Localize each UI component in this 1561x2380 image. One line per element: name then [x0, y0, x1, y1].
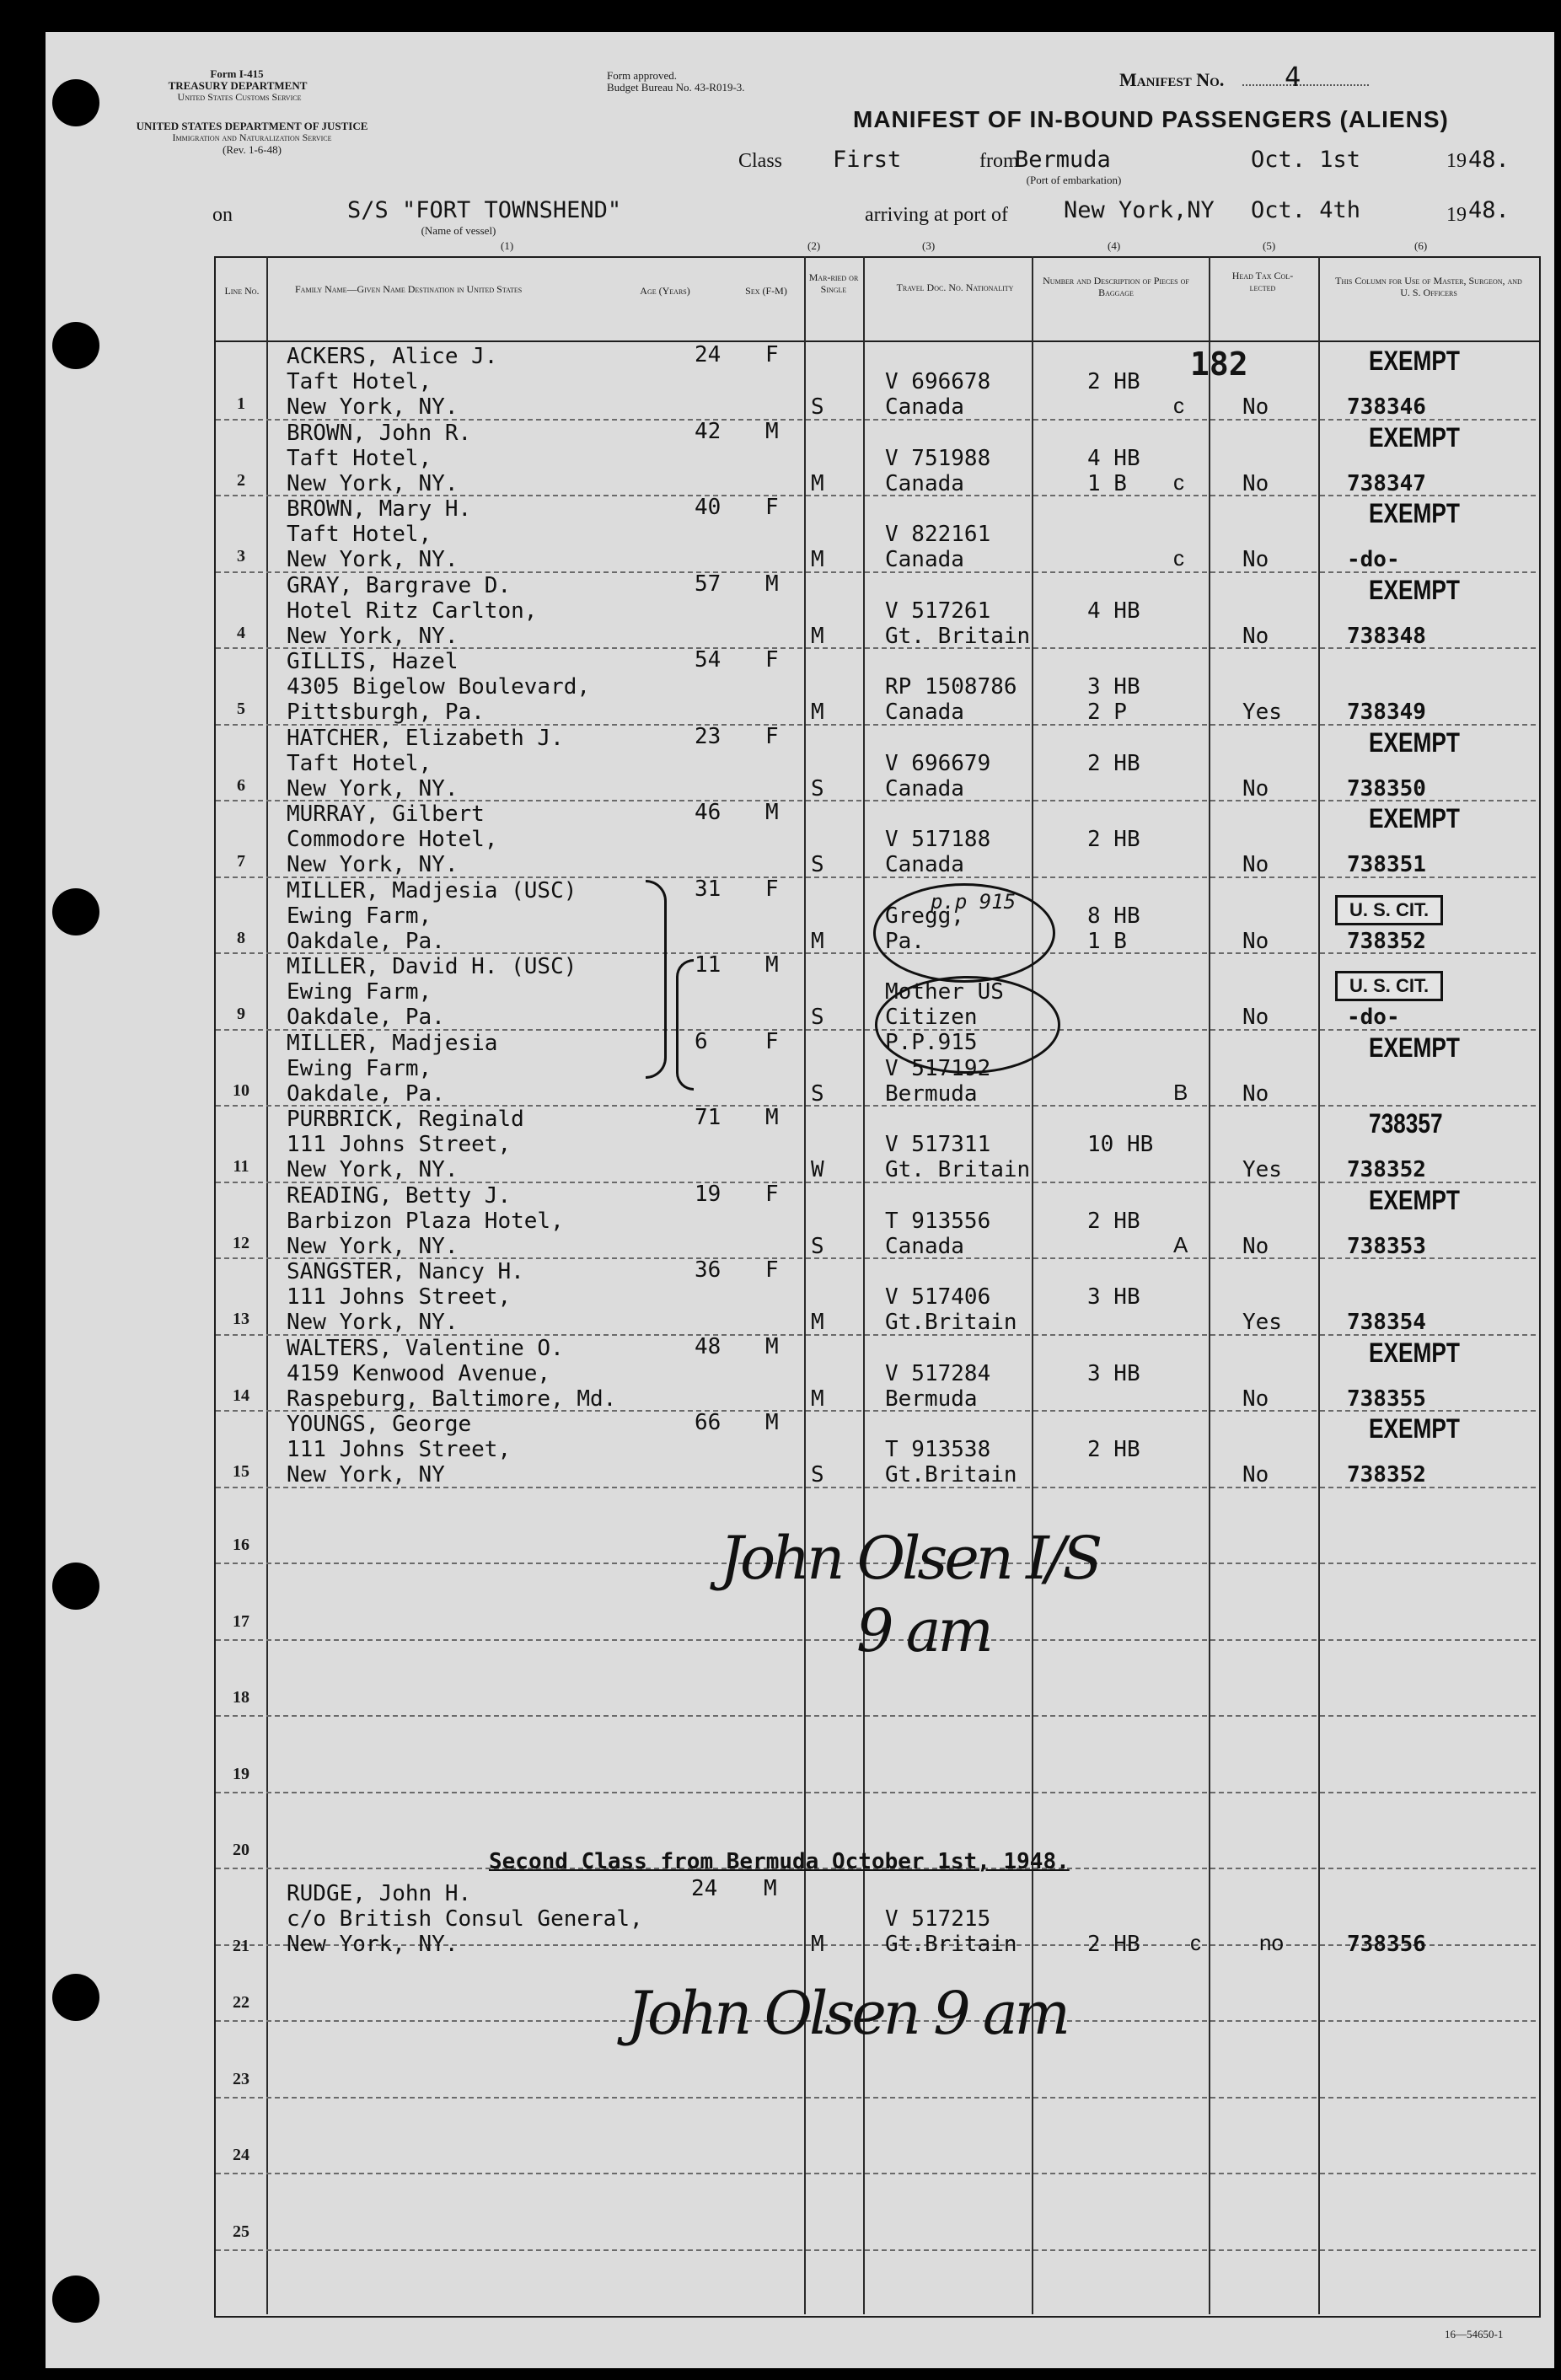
nationality: Canada	[885, 547, 964, 572]
passenger-name: PURBRICK, Reginald	[287, 1107, 524, 1132]
passenger-address: Taft Hotel,	[287, 445, 432, 471]
travel-document: V 517261	[885, 598, 991, 624]
manifest-no-label: Manifest No.	[1119, 69, 1225, 90]
baggage-line2: 1 B	[1087, 470, 1127, 496]
marital-status: M	[811, 1310, 824, 1335]
nationality: Canada	[885, 700, 964, 725]
passenger-address: Commodore Hotel,	[287, 827, 498, 852]
head-tax: No	[1242, 394, 1269, 420]
passenger-sex: M	[765, 800, 779, 825]
signature-1b: 9 am	[856, 1596, 990, 1665]
baggage-line1: 2 HB	[1087, 1208, 1140, 1234]
head-tax: No	[1242, 775, 1269, 801]
circle-mark	[875, 976, 1060, 1074]
officer-number: 738352	[1347, 1462, 1426, 1488]
check-mark: c	[1173, 393, 1184, 418]
travel-document: V 517192	[885, 1055, 991, 1081]
nationality: Canada	[885, 1233, 964, 1259]
col-head-tax: Head Tax Col-lected	[1231, 270, 1294, 293]
from-value: Bermuda	[1015, 147, 1111, 173]
passenger-address: Ewing Farm,	[287, 1055, 432, 1081]
head-tax: No	[1242, 547, 1269, 572]
passenger-sex: M	[765, 418, 779, 444]
row-rule	[216, 2097, 1536, 2099]
officer-number: 738352	[1347, 928, 1426, 954]
line-number: 7	[237, 852, 245, 871]
passenger-name: SANGSTER, Nancy H.	[287, 1259, 524, 1284]
passenger-city: New York, NY.	[287, 1157, 459, 1182]
row-rule	[216, 1715, 1536, 1717]
punch-hole	[52, 2275, 99, 2323]
travel-document: T 913556	[885, 1208, 991, 1234]
family-bracket	[676, 959, 694, 1091]
marital-status: W	[811, 1157, 824, 1182]
check-mark: A	[1173, 1231, 1188, 1257]
passenger-address: 111 Johns Street,	[287, 1437, 512, 1462]
nationality-note: P.P.915	[885, 1030, 978, 1055]
second-class-heading: Second Class from Bermuda October 1st, 1948.	[489, 1849, 1070, 1874]
marital-status: S	[811, 1080, 824, 1107]
exempt-stamp: EXEMPT	[1369, 1032, 1460, 1063]
signature-1: John Olsen I/S	[720, 1524, 1100, 1593]
section2-sex: M	[764, 1876, 777, 1901]
head-tax: No	[1242, 1005, 1269, 1030]
officer-number: 738354	[1347, 1310, 1426, 1335]
line-number: 12	[233, 1233, 249, 1252]
footer-code: 16—54650-1	[1445, 2328, 1504, 2340]
baggage-line1: 4 HB	[1087, 445, 1140, 471]
passenger-sex: F	[765, 723, 779, 749]
marital-status: S	[811, 394, 824, 420]
baggage-line1: 2 HB	[1087, 750, 1140, 776]
justice-dept: UNITED STATES DEPARTMENT OF JUSTICE	[136, 120, 368, 132]
marital-status: M	[811, 470, 824, 496]
passenger-sex: F	[765, 1181, 779, 1207]
passenger-city: New York, NY.	[287, 1310, 459, 1335]
baggage-line1: 8 HB	[1087, 903, 1140, 929]
marital-status: S	[811, 775, 824, 801]
col-num-2: (2)	[807, 239, 821, 252]
exempt-stamp: EXEMPT	[1369, 498, 1460, 528]
col-head-use: This Column for Use of Master, Surgeon, and U. S. Officers	[1335, 275, 1522, 298]
passenger-city: Oakdale, Pa.	[287, 1005, 445, 1030]
manifest-no-rule	[1242, 84, 1369, 86]
row-rule	[216, 1792, 1536, 1793]
head-tax: No	[1242, 1386, 1269, 1412]
punch-hole	[52, 322, 99, 369]
treasury-dept: TREASURY DEPARTMENT	[168, 79, 308, 92]
section2-address2: New York, NY.	[287, 1932, 459, 1957]
passenger-address: Taft Hotel,	[287, 522, 432, 547]
head-tax: No	[1242, 852, 1269, 877]
passenger-name: HATCHER, Elizabeth J.	[287, 725, 564, 751]
baggage-line1: 3 HB	[1087, 1284, 1140, 1310]
class-label: Class	[738, 150, 783, 172]
line-number: 8	[237, 928, 245, 947]
col-num-6: (6)	[1414, 239, 1428, 252]
passenger-age: 42	[695, 418, 721, 444]
travel-document: V 751988	[885, 445, 991, 471]
vessel-name: S/S "FORT TOWNSHEND"	[347, 197, 622, 223]
travel-document: RP 1508786	[885, 674, 1017, 700]
officer-number: -do-	[1347, 547, 1400, 572]
section2-nationality: Gt.Britain	[885, 1932, 1017, 1957]
officer-number: 738347	[1347, 470, 1426, 496]
passenger-age: 48	[695, 1333, 721, 1359]
punch-hole	[52, 79, 99, 126]
head-tax: No	[1242, 1233, 1269, 1259]
passenger-name: MILLER, Madjesia	[287, 1030, 498, 1056]
line-number: 25	[233, 2222, 249, 2241]
row-rule	[216, 2249, 1536, 2251]
nationality: Bermuda	[885, 1386, 978, 1412]
passenger-sex: M	[765, 1410, 779, 1435]
passenger-sex: F	[765, 647, 779, 673]
col-head-married: Mar-ried or Single	[808, 271, 859, 295]
signature-2: John Olsen 9 am	[627, 1979, 1067, 2048]
passenger-city: New York, NY.	[287, 852, 459, 877]
line-number: 5	[237, 700, 245, 718]
passenger-sex: M	[765, 1105, 779, 1130]
passenger-address: 111 Johns Street,	[287, 1284, 512, 1310]
line-number: 23	[233, 2069, 249, 2088]
from-label: from	[979, 150, 1019, 172]
form-number: Form I-415	[210, 67, 264, 80]
passenger-city: Oakdale, Pa.	[287, 928, 445, 954]
exempt-stamp: EXEMPT	[1369, 346, 1460, 376]
passenger-address: 4305 Bigelow Boulevard,	[287, 674, 591, 700]
baggage-line1: 10 HB	[1087, 1132, 1154, 1157]
travel-document: V 517311	[885, 1132, 991, 1157]
manifest-page	[46, 32, 1554, 2368]
passenger-name: BROWN, John R.	[287, 420, 472, 446]
embarkation-caption: (Port of embarkation)	[1026, 174, 1122, 186]
section2-name: RUDGE, John H.	[287, 1881, 472, 1906]
col-num-5: (5)	[1263, 239, 1276, 252]
form-revision: (Rev. 1-6-48)	[223, 143, 282, 156]
passenger-city: New York, NY.	[287, 394, 459, 420]
passenger-address: Barbizon Plaza Hotel,	[287, 1208, 564, 1234]
exempt-stamp: EXEMPT	[1369, 1184, 1460, 1215]
arrival-year-prefix: 19	[1446, 204, 1467, 226]
passenger-sex: F	[765, 1257, 779, 1283]
section2-use: 738356	[1347, 1932, 1426, 1957]
head-tax: Yes	[1242, 700, 1282, 725]
col-divider	[266, 256, 268, 2314]
class-value: First	[833, 147, 902, 173]
passenger-sex: F	[765, 495, 779, 520]
on-label: on	[212, 204, 233, 226]
form-approved: Form approved.	[607, 69, 678, 82]
section2-doc: V 517215	[885, 1906, 991, 1932]
col-head-age: Age (Years)	[640, 285, 690, 297]
passenger-name: MURRAY, Gilbert	[287, 801, 485, 827]
baggage-line2: 1 B	[1087, 928, 1127, 954]
passenger-age: 57	[695, 571, 721, 597]
exempt-stamp: EXEMPT	[1369, 1413, 1460, 1444]
check-mark: B	[1173, 1079, 1188, 1105]
travel-document: T 913538	[885, 1437, 991, 1462]
year-prefix: 19	[1446, 150, 1467, 172]
col-head-travel: Travel Doc. No. Nationality	[896, 281, 1014, 293]
immigration-service: Immigration and Naturalization Service	[172, 131, 332, 143]
arrival-date: Oct. 4th	[1251, 197, 1361, 223]
baggage-line1: 3 HB	[1087, 674, 1140, 700]
line-number: 15	[233, 1462, 249, 1481]
nationality: Gt. Britain	[885, 1157, 1031, 1182]
nationality: Citizen	[885, 1005, 978, 1030]
marital-status: M	[811, 623, 824, 649]
head-tax: Yes	[1242, 1310, 1282, 1335]
travel-document: V 822161	[885, 522, 991, 547]
passenger-sex: M	[765, 952, 779, 978]
exempt-stamp: EXEMPT	[1369, 1337, 1460, 1368]
check-mark: c	[1173, 545, 1184, 571]
col-head-line: Line No.	[224, 285, 260, 297]
officer-number: 738346	[1347, 394, 1426, 420]
line-number: 9	[237, 1005, 245, 1023]
head-tax: No	[1242, 928, 1269, 954]
marital-status: M	[811, 1386, 824, 1412]
marital-status: S	[811, 852, 824, 877]
section2-address1: c/o British Consul General,	[287, 1906, 643, 1932]
marital-status: M	[811, 547, 824, 572]
passenger-name: ACKERS, Alice J.	[287, 344, 498, 369]
baggage-total: 182	[1190, 346, 1248, 383]
passenger-sex: F	[765, 876, 779, 902]
passenger-name: YOUNGS, George	[287, 1412, 472, 1437]
section2-line-number: 21	[233, 1937, 249, 1955]
passenger-address: 111 Johns Street,	[287, 1132, 512, 1157]
marital-status: M	[811, 700, 824, 725]
passenger-city: New York, NY.	[287, 775, 459, 801]
officer-number: 738351	[1347, 852, 1426, 877]
col-num-4: (4)	[1108, 239, 1121, 252]
check-mark: c	[1173, 469, 1184, 495]
arrival-port: New York,NY	[1064, 197, 1215, 223]
passenger-address: Ewing Farm,	[287, 979, 432, 1005]
header-rule	[214, 340, 1539, 342]
baggage-line1: 2 HB	[1087, 369, 1140, 394]
passenger-age: 36	[695, 1257, 721, 1283]
passenger-city: Pittsburgh, Pa.	[287, 700, 485, 725]
travel-document: V 696678	[885, 369, 991, 394]
line-number: 2	[237, 470, 245, 490]
exempt-stamp: EXEMPT	[1369, 803, 1460, 834]
nationality: Gt.Britain	[885, 1310, 1017, 1335]
punch-hole	[52, 1563, 99, 1610]
line-number: 24	[233, 2146, 249, 2164]
passenger-age: 54	[695, 647, 721, 673]
line-number: 4	[237, 623, 245, 642]
departure-date: Oct. 1st	[1251, 147, 1361, 173]
passenger-address: Taft Hotel,	[287, 369, 432, 394]
officer-number: 738355	[1347, 1386, 1426, 1412]
travel-document: Gregg,	[885, 903, 964, 929]
baggage-line1: 3 HB	[1087, 1360, 1140, 1386]
passenger-age: 31	[695, 876, 721, 902]
marital-status: S	[811, 1005, 824, 1030]
punch-hole	[52, 888, 99, 935]
travel-document: Mother US	[885, 979, 1004, 1005]
col-head-name: Family Name—Given Name Destination in United States	[295, 283, 523, 295]
line-number: 17	[233, 1611, 249, 1631]
travel-document: V 696679	[885, 750, 991, 776]
exempt-stamp: EXEMPT	[1369, 421, 1460, 453]
customs-service: United States Customs Service	[177, 91, 302, 103]
passenger-age: 40	[695, 495, 721, 520]
line-number: 11	[233, 1157, 249, 1176]
us-citizen-stamp: U. S. CIT.	[1335, 895, 1443, 925]
officer-number: 738352	[1347, 1157, 1426, 1182]
nationality: Gt. Britain	[885, 623, 1031, 649]
manifest-no-value: 4	[1285, 61, 1301, 93]
section2-mark: c	[1190, 1930, 1201, 1955]
family-bracket	[646, 880, 667, 1079]
head-tax: No	[1242, 1462, 1269, 1488]
passenger-name: MILLER, Madjesia (USC)	[287, 877, 577, 903]
passenger-sex: F	[765, 1028, 779, 1054]
line-number: 18	[233, 1688, 249, 1707]
passenger-sex: M	[765, 571, 779, 597]
head-tax: No	[1242, 623, 1269, 649]
baggage-line1: 2 HB	[1087, 827, 1140, 852]
officer-number: -do-	[1347, 1005, 1400, 1030]
passenger-address: Taft Hotel,	[287, 750, 432, 776]
travel-document: V 517284	[885, 1360, 991, 1386]
baggage-line2: 2 P	[1087, 700, 1127, 725]
passenger-age: 66	[695, 1410, 721, 1435]
passenger-age: 11	[695, 952, 721, 978]
line-number: 22	[233, 1993, 249, 2012]
passenger-age: 24	[695, 342, 721, 367]
nationality: Pa.	[885, 928, 925, 954]
officer-number: 738350	[1347, 775, 1426, 801]
passenger-address: Ewing Farm,	[287, 903, 432, 929]
officer-number: 738349	[1347, 700, 1426, 725]
officer-number: 738353	[1347, 1233, 1426, 1259]
passenger-age: 23	[695, 723, 721, 749]
col-num-3: (3)	[922, 239, 936, 252]
passenger-age: 6	[695, 1028, 708, 1054]
head-tax: No	[1242, 470, 1269, 496]
passenger-age: 46	[695, 800, 721, 825]
nationality: Canada	[885, 394, 964, 420]
line-number: 19	[233, 1764, 249, 1783]
line-number: 13	[233, 1310, 249, 1328]
passenger-name: READING, Betty J.	[287, 1182, 512, 1209]
line-number: 1	[237, 394, 245, 413]
nationality: Canada	[885, 470, 964, 496]
budget-bureau: Budget Bureau No. 43-R019-3.	[607, 81, 745, 94]
section2-marital: M	[811, 1932, 824, 1957]
col-num-1: (1)	[501, 239, 514, 252]
passenger-city: Oakdale, Pa.	[287, 1080, 445, 1107]
col-divider	[1318, 256, 1320, 2314]
nationality: Canada	[885, 775, 964, 801]
passenger-address: Hotel Ritz Carlton,	[287, 598, 538, 624]
section2-tax: no	[1259, 1930, 1284, 1955]
passenger-city: New York, NY	[287, 1462, 445, 1488]
col-divider	[1209, 256, 1210, 2314]
us-citizen-stamp: U. S. CIT.	[1335, 971, 1443, 1001]
line-number: 20	[233, 1841, 249, 1859]
nationality: Gt.Britain	[885, 1462, 1017, 1488]
passenger-address: 4159 Kenwood Avenue,	[287, 1360, 551, 1386]
passenger-city: New York, NY.	[287, 1233, 459, 1259]
passenger-city: Raspeburg, Baltimore, Md.	[287, 1386, 617, 1412]
manifest-title: MANIFEST OF IN-BOUND PASSENGERS (ALIENS)	[853, 106, 1449, 132]
marital-status: M	[811, 928, 824, 954]
vessel-caption: (Name of vessel)	[421, 224, 496, 237]
passenger-name: BROWN, Mary H.	[287, 496, 472, 522]
line-number: 3	[237, 547, 245, 566]
arrival-year: 48.	[1468, 197, 1510, 223]
exempt-stamp: EXEMPT	[1369, 574, 1460, 605]
nationality: Bermuda	[885, 1080, 978, 1107]
passenger-name: MILLER, David H. (USC)	[287, 954, 577, 979]
departure-year: 48.	[1468, 147, 1510, 173]
travel-document: V 517406	[885, 1284, 991, 1310]
nationality: Canada	[885, 852, 964, 877]
passenger-age: 71	[695, 1105, 721, 1130]
travel-document: V 517188	[885, 827, 991, 852]
head-tax: No	[1242, 1080, 1269, 1107]
passenger-age: 19	[695, 1181, 721, 1207]
marital-status: S	[811, 1233, 824, 1259]
passenger-name: GILLIS, Hazel	[287, 649, 459, 674]
arriving-label: arriving at port of	[865, 204, 1008, 226]
line-number: 10	[233, 1080, 249, 1100]
punch-hole	[52, 1974, 99, 2021]
passenger-sex: M	[765, 1333, 779, 1359]
section2-age: 24	[691, 1876, 718, 1901]
baggage-line1: 2 HB	[1087, 1437, 1140, 1462]
line-number: 6	[237, 775, 245, 795]
passenger-city: New York, NY.	[287, 547, 459, 572]
passenger-name: GRAY, Bargrave D.	[287, 572, 512, 598]
passenger-name: WALTERS, Valentine O.	[287, 1335, 564, 1361]
line-number: 16	[233, 1536, 249, 1554]
handwritten-pp: p.p 915	[931, 890, 1017, 914]
row-rule	[216, 2173, 1536, 2174]
line-number: 14	[233, 1386, 249, 1405]
section2-baggage: 2 HB	[1087, 1932, 1140, 1957]
head-tax: Yes	[1242, 1157, 1282, 1182]
exempt-stamp: 738357	[1369, 1108, 1443, 1139]
passenger-city: New York, NY.	[287, 623, 459, 649]
baggage-line1: 4 HB	[1087, 598, 1140, 624]
col-head-sex: Sex (F-M)	[745, 285, 787, 297]
officer-number: 738348	[1347, 623, 1426, 649]
passenger-sex: F	[765, 342, 779, 367]
marital-status: S	[811, 1462, 824, 1488]
passenger-city: New York, NY.	[287, 470, 459, 496]
col-head-baggage: Number and Description of Pieces of Baggage	[1043, 275, 1189, 298]
exempt-stamp: EXEMPT	[1369, 726, 1460, 758]
